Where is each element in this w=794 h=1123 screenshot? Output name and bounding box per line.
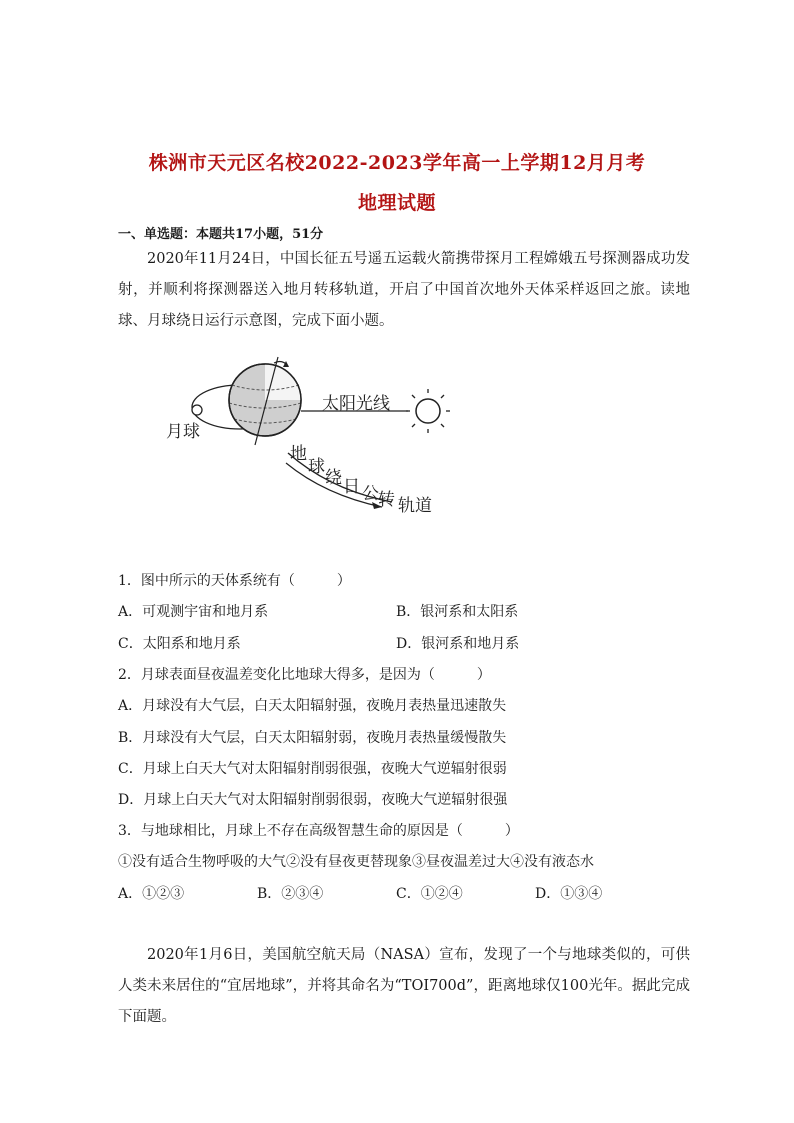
question-3-stem: 3．与地球相比，月球上不存在高级智慧生命的原因是（ ） — [118, 823, 519, 839]
question-1-option-b: B．银河系和太阳系 — [396, 604, 519, 620]
moon-label: 月球 — [166, 422, 200, 442]
passage-1: 2020年11月24日，中国长征五号遥五运载火箭携带探月工程嫦娥五号探测器成功发射，并顺利将探测器送入地月转移轨道，开启了中国首次地外天体采样返回之旅。读地球、月球绕日运行示意图，完成下面小题。 — [118, 251, 690, 329]
question-2-option-a: A．月球没有大气层，白天太阳辐射强，夜晚月表热量迅速散失 — [118, 698, 507, 714]
question-1-option-c: C．太阳系和地月系 — [118, 636, 241, 652]
question-3-option-c: C．①②④ — [396, 886, 463, 902]
exam-title: 株洲市天元区名校2022-2023学年高一上学期12月月考 — [148, 152, 646, 174]
exam-subject: 地理试题 — [357, 192, 436, 214]
question-3-statements: ①没有适合生物呼吸的大气②没有昼夜更替现象③昼夜温差过大④没有液态水 — [118, 854, 594, 870]
orbit-label-char: 球 — [308, 457, 325, 477]
question-3-option-d: D．①③④ — [535, 886, 603, 902]
question-2-option-c: C．月球上白天大气对太阳辐射削弱很强，夜晚大气逆辐射很弱 — [118, 761, 507, 777]
question-3-option-b: B．②③④ — [257, 886, 324, 902]
orbit-label-char: 地 — [290, 444, 307, 464]
question-1-option-d: D．银河系和地月系 — [396, 636, 520, 652]
question-2-stem: 2．月球表面昼夜温差变化比地球大得多，是因为（ ） — [118, 667, 491, 683]
orbit-label-char: 公 — [362, 484, 379, 504]
question-1-option-a: A．可观测宇宙和地月系 — [118, 604, 269, 620]
orbit-label-char: 轨道 — [398, 496, 432, 516]
orbit-label-char: 日 — [343, 477, 360, 497]
passage-2: 2020年1月6日，美国航空航天局（NASA）宣布，发现了一个与地球类似的，可供人类未来居住的“宜居地球”，并将其命名为“TOI700d”，距离地球仅100光年。据此完成下面题。 — [118, 947, 690, 1025]
question-1-stem: 1．图中所示的天体系统有（ ） — [118, 573, 351, 589]
question-3-option-a: A．①②③ — [118, 886, 185, 902]
orbit-label-char: 转 — [378, 490, 395, 510]
question-2-option-d: D．月球上白天大气对太阳辐射削弱很弱，夜晚大气逆辐射很强 — [118, 792, 508, 808]
earth-moon-orbit-figure — [160, 355, 460, 525]
sun-icon — [406, 389, 450, 433]
question-2-option-b: B．月球没有大气层，白天太阳辐射弱，夜晚月表热量缓慢散失 — [118, 730, 507, 746]
sunlight-label: 太阳光线 — [322, 394, 390, 414]
earth-icon — [229, 357, 301, 445]
moon-icon — [192, 405, 202, 415]
orbit-label-char: 绕 — [325, 468, 342, 488]
section-header: 一、单选题：本题共17小题，51分 — [118, 227, 324, 242]
